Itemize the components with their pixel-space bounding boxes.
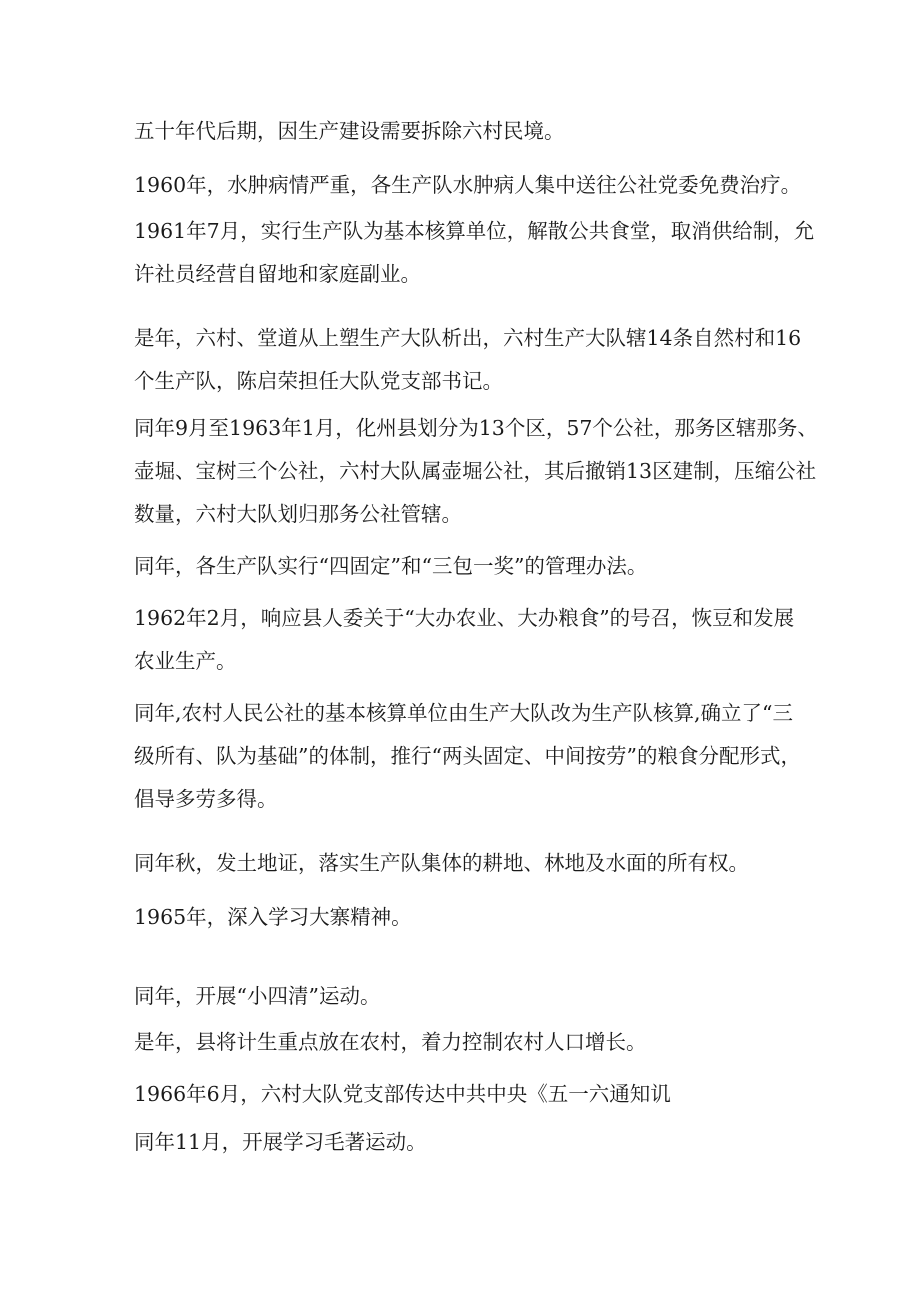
- text-line: 是年，县将计生重点放在农村，着力控制农村人口增长。: [134, 1030, 647, 1054]
- paragraph-small-four-cleanups: [134, 975, 794, 1018]
- paragraph-land-certificates: [134, 842, 794, 885]
- text-line: 同年,农村人民公社的基本核算单位由生产大队改为生产队核算,确立了“三: [134, 701, 794, 725]
- text-line: 1962年2月，响应县人委关于“大办农业、大办粮食”的号召，恢豆和发展: [134, 606, 795, 630]
- paragraph-family-planning: [134, 1021, 794, 1064]
- paragraph-1965-dazhai: [134, 896, 794, 939]
- paragraph-1966-mao-study: [134, 1121, 794, 1164]
- text-line: 1965年，深入学习大寨精神。: [134, 905, 412, 929]
- paragraph-four-fixed: [134, 545, 794, 588]
- paragraph-brigade-split: [134, 317, 802, 403]
- text-line: 同年，各生产队实行“四固定”和“三包一奖”的管理办法。: [134, 554, 648, 578]
- text-line: 许社员经营自留地和家庭副业。: [134, 262, 421, 286]
- text-line: 同年秋，发土地证，落实生产队集体的耕地、林地及水面的所有权。: [134, 851, 749, 875]
- text-line: 五十年代后期，因生产建设需要拆除六村民境。: [134, 119, 565, 143]
- text-line: 个生产队，陈启荣担任大队党支部书记。: [134, 369, 503, 393]
- paragraph-1966-notice: [134, 1073, 794, 1116]
- text-line: 数量，六村大队划归那务公社管辖。: [134, 502, 462, 526]
- text-line: 同年11月，开展学习毛著运动。: [134, 1130, 427, 1154]
- paragraph-1962-agriculture: [134, 597, 794, 683]
- text-line: 壶堀、宝树三个公社，六村大队属壶堀公社，其后撤销13区建制，压缩公社: [134, 459, 817, 483]
- paragraph-1950s-demolition: [134, 110, 794, 153]
- text-line: 级所有、队为基础”的体制，推行“两头固定、中间按劳”的粮食分配形式，: [134, 744, 801, 768]
- text-line: 1966年6月，六村大队党支部传达中共中央《五一六通知讥: [134, 1082, 671, 1106]
- text-line: 是年，六村、堂道从上塑生产大队析出，六村生产大队辖14条自然村和16: [134, 326, 802, 350]
- text-line: 1961年7月，实行生产队为基本核算单位，解散公共食堂，取消供给制，允: [134, 219, 815, 243]
- text-line: 同年，开展“小四清”运动。: [134, 984, 381, 1008]
- text-line: 倡导多劳多得。: [134, 787, 278, 811]
- text-line: 农业生产。: [134, 649, 237, 673]
- paragraph-county-districts: [134, 407, 818, 536]
- paragraph-1961-accounting-unit: [134, 210, 815, 296]
- paragraph-three-level-ownership: [134, 692, 801, 821]
- text-line: 1960年，水肿病情严重，各生产队水肿病人集中送往公社党委免费治疗。: [134, 173, 802, 197]
- paragraph-1960-edema: [134, 164, 802, 207]
- text-line: 同年9月至1963年1月，化州县划分为13个区，57个公社，那务区辖那务、: [134, 416, 818, 440]
